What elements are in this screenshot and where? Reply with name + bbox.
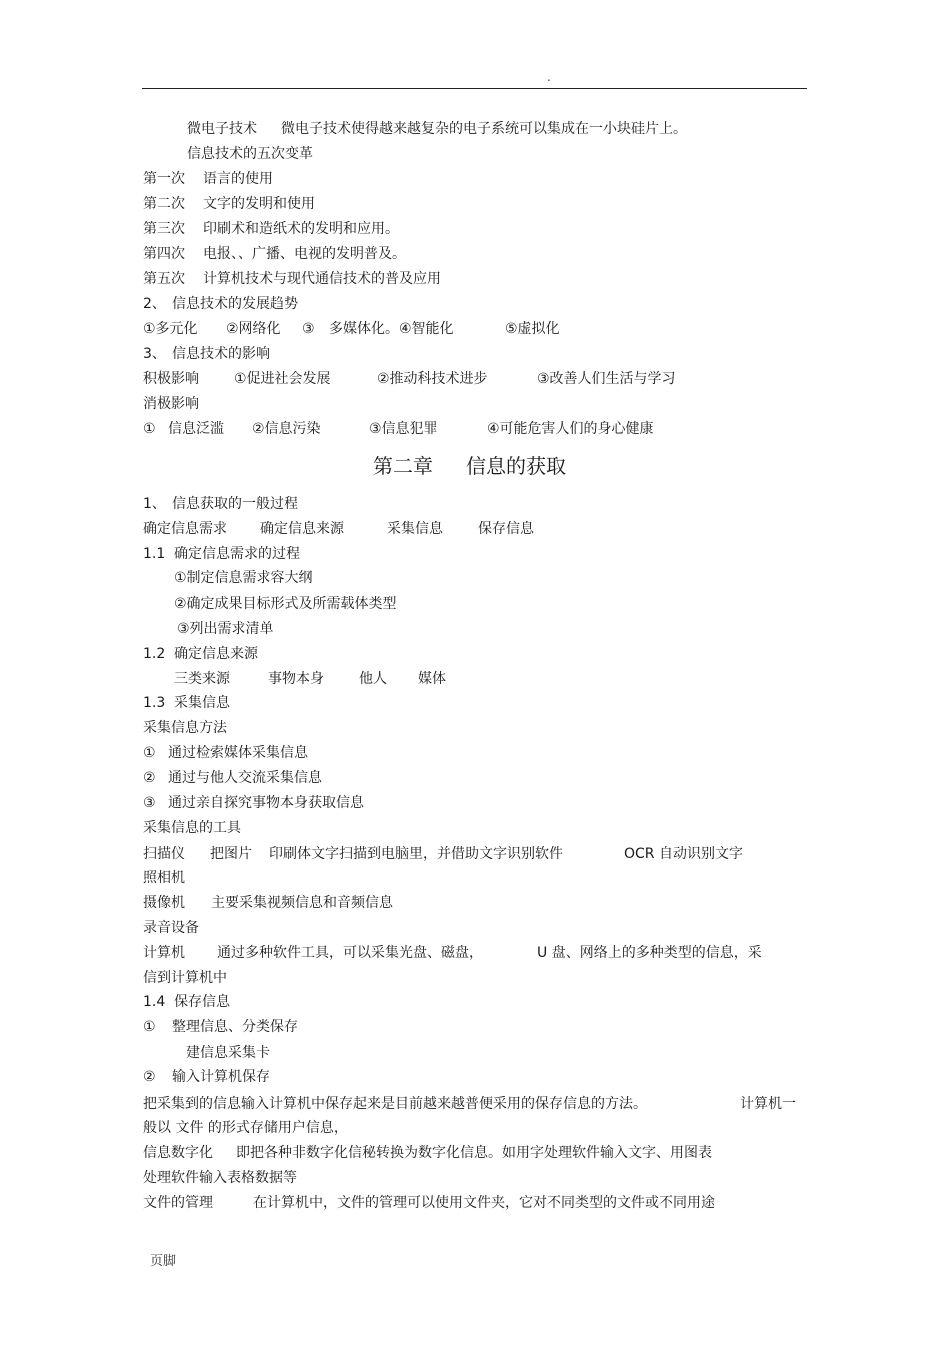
text-segment: 录音设备 [143, 920, 199, 936]
text-segment: ③ [143, 795, 156, 811]
text-segment: 1.4 [143, 994, 166, 1010]
text-segment: 处理软件输入表格数据等 [143, 1170, 297, 1186]
text-segment: ④可能危害人们的身心健康 [487, 421, 654, 437]
text-segment: ②网络化 [226, 321, 281, 337]
text-segment: 计算机 [143, 945, 185, 961]
text-segment: ① [143, 745, 156, 761]
header-rule [142, 88, 807, 89]
text-segment: 3、 [143, 346, 166, 362]
text-segment: 保存信息 [174, 994, 230, 1010]
text-segment: U 盘、网络上的多种类型的信息，采 [537, 945, 762, 961]
text-segment: 1.1 [143, 546, 166, 562]
text-segment: 建信息采集卡 [186, 1045, 270, 1061]
text-segment: 信息数字化 [143, 1145, 213, 1161]
text-segment: 信息获取的一般过程 [172, 496, 298, 512]
text-segment: 输入计算机保存 [172, 1069, 270, 1085]
text-segment: 信息泛滥 [168, 421, 224, 437]
page-footer: 页脚 [150, 1254, 177, 1269]
text-segment: 确定信息来源 [260, 521, 344, 537]
text-segment: 确定信息需求 [143, 521, 227, 537]
text-segment: 三类来源 [174, 671, 230, 687]
text-segment: 1.2 [143, 646, 166, 662]
text-segment: 他人 [359, 671, 387, 687]
text-segment: 1、 [143, 496, 166, 512]
text-segment: 采集信息 [174, 695, 230, 711]
text-segment: 采集信息的工具 [143, 820, 241, 836]
text-segment: 扫描仪 [143, 846, 185, 862]
text-segment: 信息技术的影响 [172, 346, 270, 362]
text-segment: ② [143, 1069, 156, 1085]
text-segment: 确定信息需求的过程 [174, 546, 300, 562]
text-segment: 第三次 [143, 221, 185, 237]
text-segment: ①多元化 [143, 321, 198, 337]
text-segment: 整理信息、分类保存 [172, 1019, 298, 1035]
text-segment: 微电子技术 [187, 121, 257, 137]
text-segment: 电报、、广播、电视的发明普及。 [203, 246, 406, 262]
text-segment: 保存信息 [478, 521, 534, 537]
text-segment: 通过与他人交流采集信息 [168, 770, 322, 786]
text-segment: ②信息污染 [252, 421, 321, 437]
text-segment: 主要采集视频信息和音频信息 [211, 895, 393, 911]
text-segment: 文字的发明和使用 [203, 196, 315, 212]
text-segment: 采集信息方法 [143, 720, 227, 736]
text-segment: 信息技术的五次变革 [187, 146, 313, 162]
header-mark: . [547, 70, 551, 84]
text-segment: 媒体 [418, 671, 446, 687]
text-segment: 印刷术和造纸术的发明和应用。 [203, 221, 399, 237]
text-segment: 文件的管理 [143, 1195, 213, 1211]
text-segment: 般以 文件 的形式存储用户信息， [143, 1120, 348, 1136]
text-segment: 信息技术的发展趋势 [172, 296, 298, 312]
text-segment: 信到计算机中 [143, 970, 227, 986]
text-segment: 印刷体文字扫描到电脑里，并借助文字识别软件 [269, 846, 563, 862]
text-segment: 微电子技术使得越来越复杂的电子系统可以集成在一小块硅片上。 [281, 121, 687, 137]
text-segment: ① [143, 1019, 156, 1035]
text-segment: 计算机一 [740, 1096, 796, 1112]
text-segment: 计算机技术与现代通信技术的普及应用 [203, 271, 441, 287]
text-segment: ⑤虚拟化 [505, 321, 560, 337]
text-segment: 事物本身 [268, 671, 324, 687]
text-segment: 即把各种非数字化信秘转换为数字化信息。如用字处理软件输入文字、用图表 [236, 1145, 712, 1161]
text-segment: 确定信息来源 [174, 646, 258, 662]
text-segment: ③信息犯罪 [369, 421, 438, 437]
chapter-title-text: 信息的获取 [466, 454, 566, 478]
text-segment: ③列出需求清单 [177, 621, 274, 637]
text-segment: 通过多种软件工具，可以采集光盘、磁盘， [217, 945, 483, 961]
text-segment: 语言的使用 [203, 171, 273, 187]
text-segment: 照相机 [143, 870, 185, 886]
text-segment: 第五次 [143, 271, 185, 287]
text-segment: ①促进社会发展 [234, 371, 331, 387]
text-segment: OCR 自动识别文字 [624, 846, 743, 862]
text-segment: 消极影响 [143, 396, 199, 412]
text-segment: 多媒体化。④智能化 [329, 321, 454, 337]
text-segment: 积极影响 [143, 371, 199, 387]
text-segment: ②推动科技术进步 [377, 371, 488, 387]
text-segment: ① [143, 421, 156, 437]
text-segment: 2、 [143, 296, 166, 312]
chapter-title-number: 第二章 [373, 454, 433, 478]
text-segment: 把图片 [210, 846, 252, 862]
text-segment: ②确定成果目标形式及所需载体类型 [174, 596, 397, 612]
text-segment: ③改善人们生活与学习 [537, 371, 676, 387]
text-segment: ② [143, 770, 156, 786]
text-segment: 第一次 [143, 171, 185, 187]
text-segment: ③ [302, 321, 315, 337]
text-segment: 第四次 [143, 246, 185, 262]
text-segment: 第二次 [143, 196, 185, 212]
text-segment: 1.3 [143, 695, 166, 711]
text-segment: 把采集到的信息输入计算机中保存起来是目前越来越普便采用的保存信息的方法。 [143, 1096, 647, 1112]
text-segment: ①制定信息需求容大纲 [174, 570, 313, 586]
text-segment: 在计算机中，文件的管理可以使用文件夹，它对不同类型的文件或不同用途 [253, 1195, 715, 1211]
text-segment: 通过检索媒体采集信息 [168, 745, 308, 761]
text-segment: 采集信息 [387, 521, 443, 537]
text-segment: 摄像机 [143, 895, 185, 911]
text-segment: 通过亲自探究事物本身获取信息 [168, 795, 364, 811]
